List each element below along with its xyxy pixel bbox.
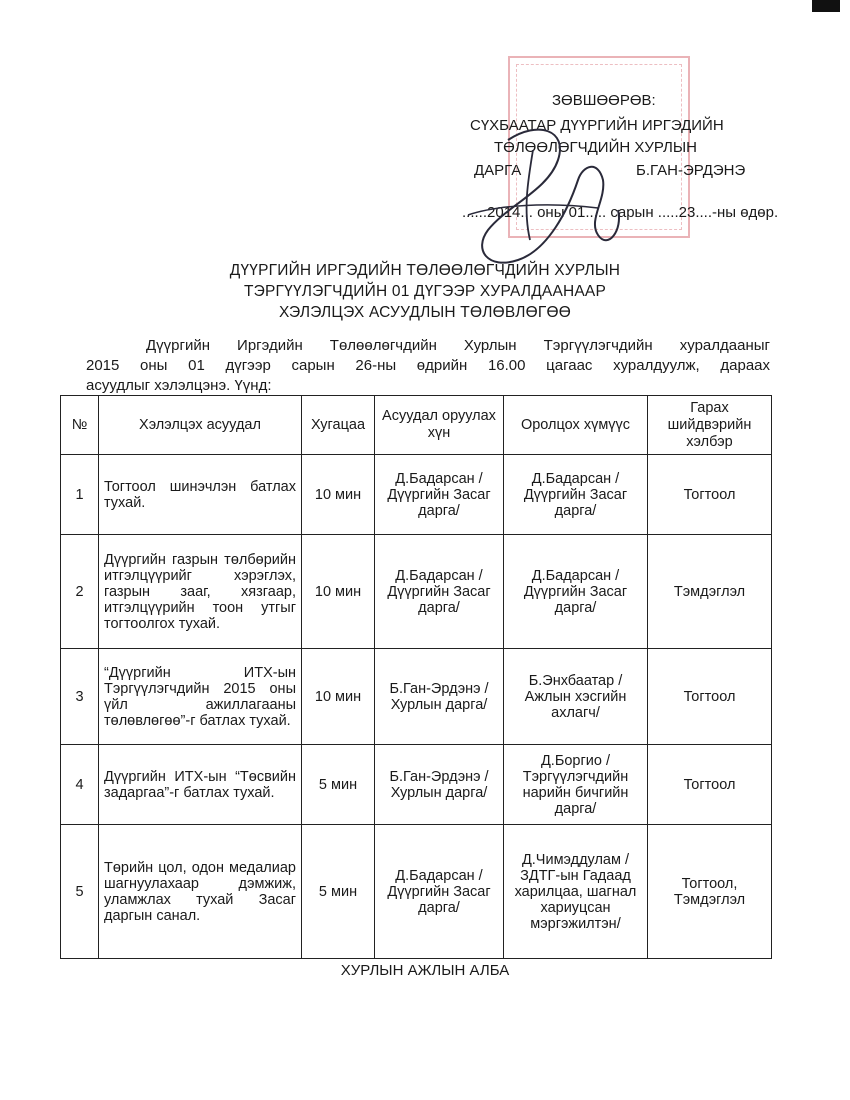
row-presenter: Д.Бадарсан /Дүүргийн Засаг дарга/ <box>375 535 504 649</box>
col-header-duration: Хугацаа <box>302 396 375 455</box>
row-presenter: Д.Бадарсан /Дүүргийн Засаг дарга/ <box>375 455 504 535</box>
signature <box>448 110 648 280</box>
col-header-number: № <box>61 396 99 455</box>
row-topic: Дүүргийн газрын төлбөрийн итгэлцүүрийг хэрэглэх, газрын зааг, хязгаар, итгэлцүүрийн тоон утгыг тогтоолгох тухай. <box>99 535 302 649</box>
approval-org-line2: ТӨЛӨӨЛӨГЧДИЙН ХУРЛЫН <box>494 139 698 156</box>
row-outcome: Тогтоол <box>648 649 772 745</box>
col-header-outcome: Гарах шийдвэрийн хэлбэр <box>648 396 772 455</box>
table-row <box>61 455 772 535</box>
table-header-row <box>61 396 772 455</box>
row-number: 3 <box>61 649 99 745</box>
table-row <box>61 535 772 649</box>
col-header-topic: Хэлэлцэх асуудал <box>99 396 302 455</box>
document-title-line2: ТЭРГҮҮЛЭГЧДИЙН 01 ДҮГЭЭР ХУРАЛДААНААР <box>243 283 606 300</box>
approval-title: ЗӨВШӨӨРӨВ: <box>552 92 656 109</box>
row-duration: 10 мин <box>302 649 375 745</box>
document-title-line1: ДҮҮРГИЙН ИРГЭДИЙН ТӨЛӨӨЛӨГЧДИЙН ХУРЛЫН <box>229 262 621 279</box>
date-day: 23 <box>678 204 696 221</box>
row-participants: Б.Энхбаатар /Ажлын хэсгийн ахлагч/ <box>504 649 648 745</box>
col-header-presenter: Асуудал оруулах хүн <box>375 396 504 455</box>
row-topic: Дүүргийн ИТХ-ын “Төсвийн задаргаа”-г батлах тухай. <box>99 745 302 825</box>
row-participants: Д.Чимэддулам /ЗДТГ-ын Гадаад харилцаа, шагнал хариуцсан мэргэжилтэн/ <box>504 825 648 959</box>
row-outcome: Тогтоол <box>648 745 772 825</box>
approval-org-line1: СҮХБААТАР ДҮҮРГИЙН ИРГЭДИЙН <box>470 117 724 134</box>
row-number: 1 <box>61 455 99 535</box>
approval-date: ......2014... оны 01..... сарын .....23....-ны өдөр. <box>462 204 779 221</box>
row-outcome: Тогтоол <box>648 455 772 535</box>
row-duration: 10 мин <box>302 455 375 535</box>
row-number: 4 <box>61 745 99 825</box>
row-outcome: Тэмдэглэл <box>648 535 772 649</box>
intro-line: Дүүргийн Иргэдийн Төлөөлөгчдийн Хурлын Тэргүүлэгчдийн хуралдааныг <box>146 337 770 354</box>
footer-signoff: ХУРЛЫН АЖЛЫН АЛБА <box>340 962 510 979</box>
date-month: 01 <box>568 204 586 221</box>
intro-line: 2015 оны 01 дүгээр сарын 26-ны өдрийн 16.00 цагаас хуралдуулж, дараах <box>86 357 770 374</box>
row-presenter: Б.Ган-Эрдэнэ /Хурлын дарга/ <box>375 649 504 745</box>
row-presenter: Д.Бадарсан /Дүүргийн Засаг дарга/ <box>375 825 504 959</box>
row-number: 2 <box>61 535 99 649</box>
table-row <box>61 825 772 959</box>
row-number: 5 <box>61 825 99 959</box>
intro-paragraph <box>86 336 770 396</box>
row-participants: Д.Бадарсан /Дүүргийн Засаг дарга/ <box>504 455 648 535</box>
table-row <box>61 649 772 745</box>
row-duration: 5 мин <box>302 825 375 959</box>
row-topic: Төрийн цол, одон медалиар шагнуулахаар дэмжиж, уламжлах тухай Засаг даргын санал. <box>99 825 302 959</box>
row-participants: Д.Бадарсан /Дүүргийн Засаг дарга/ <box>504 535 648 649</box>
row-participants: Д.Боргио /Тэргүүлэгчдийн нарийн бичгийн дарга/ <box>504 745 648 825</box>
intro-line: асуудлыг хэлэлцэнэ. Үүнд: <box>86 377 272 394</box>
date-year: 2014 <box>487 204 521 221</box>
row-duration: 5 мин <box>302 745 375 825</box>
row-topic: “Дүүргийн ИТХ-ын Тэргүүлэгчдийн 2015 оны үйл ажиллагааны төлөвлөгөө”-г батлах тухай. <box>99 649 302 745</box>
row-topic: Тогтоол шинэчлэн батлах тухай. <box>99 455 302 535</box>
table-row <box>61 745 772 825</box>
agenda-table <box>60 395 772 959</box>
approval-position: ДАРГА <box>474 162 522 179</box>
scan-corner-mark <box>812 0 840 12</box>
row-presenter: Б.Ган-Эрдэнэ /Хурлын дарга/ <box>375 745 504 825</box>
col-header-participants: Оролцох хүмүүс <box>504 396 648 455</box>
approval-name: Б.ГАН-ЭРДЭНЭ <box>636 162 746 179</box>
row-duration: 10 мин <box>302 535 375 649</box>
document-title-line3: ХЭЛЭЛЦЭХ АСУУДЛЫН ТӨЛӨВЛӨГӨӨ <box>279 304 571 321</box>
row-outcome: Тогтоол, Тэмдэглэл <box>648 825 772 959</box>
